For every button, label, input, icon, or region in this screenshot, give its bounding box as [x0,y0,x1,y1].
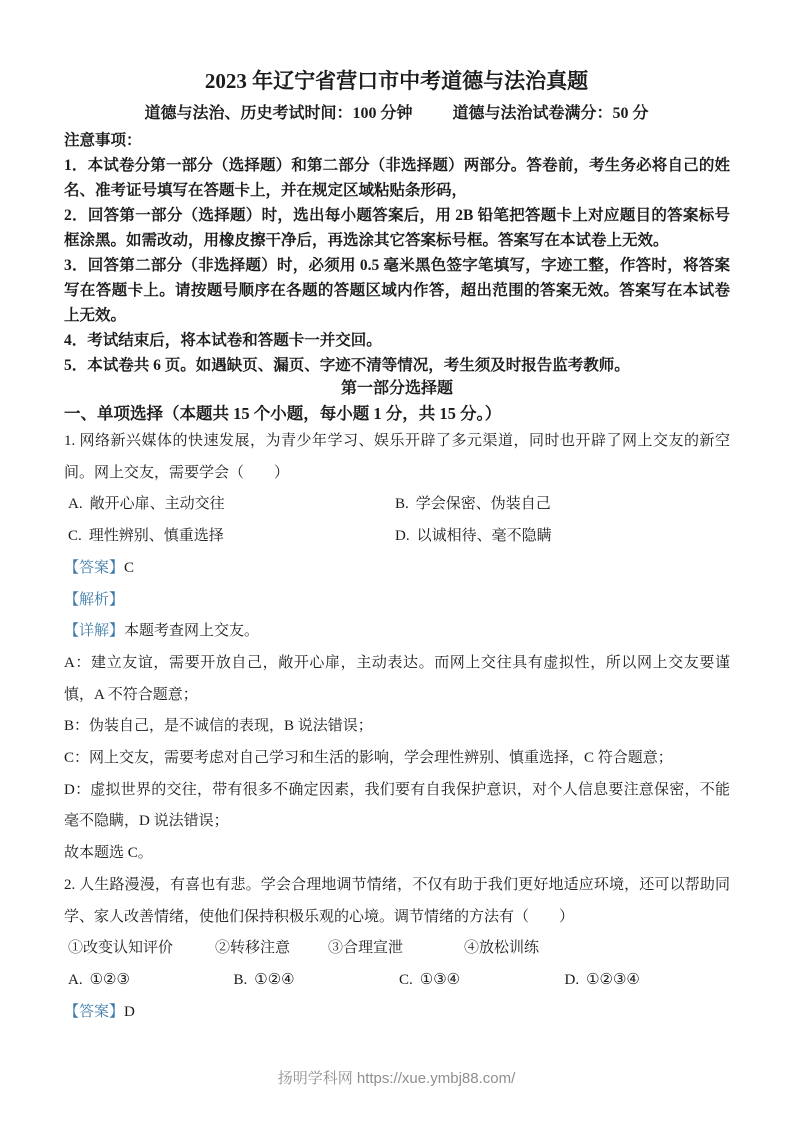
question-1-conclusion: 故本题选 C。 [64,845,153,862]
option-text: ①③④ [419,971,461,988]
question-2-option-c [399,965,565,997]
option-label: A. [68,971,83,988]
option-label: C. [68,528,82,545]
option-label: C. [399,971,413,988]
question-2-options-row [64,965,730,997]
questions-area [64,426,730,1028]
option-label: D. [564,971,580,988]
option-text: 理性辨别、慎重选择 [88,528,224,545]
page-title: 2023 年辽宁省营口市中考道德与法治真题 [204,69,589,93]
exam-info-line [0,103,793,124]
answer-label: 【答案】 [64,559,125,576]
explanation-line-a: A：建立友谊，需要开放自己，敞开心扉，主动表达。而网上交往具有虚拟性，所以网上交友要谨慎，A 不符合题意； [64,654,730,703]
option-text: 学会保密、伪装自己 [415,496,551,513]
answer-value: D [124,1003,135,1020]
question-2-answer-line [64,997,730,1029]
part1-heading: 第一部分选择题 [340,380,453,397]
option-text: ①②④ [254,971,295,988]
question-1-analysis-line [64,585,730,617]
question-2-option-a [68,965,234,997]
answer-value: C [124,559,135,576]
explanation-line-b: B：伪装自己，是不诚信的表现，B 说法错误； [64,718,373,735]
footer-site-text: 扬明学科网 https://xue.ymbj88.com/ [277,1070,516,1087]
analysis-label: 【解析】 [64,591,125,608]
option-label: B. [395,496,409,513]
notice-item-1: 1．本试卷分第一部分（选择题）和第二部分（非选择题）两部分。答卷前，考生务必将自己的姓名、准考证号填写在答题卡上，并在规定区域粘贴条形码， [64,157,730,199]
notice-item-2: 2．回答第一部分（选择题）时，选出每小题答案后，用 2B 铅笔把答题卡上对应题目的答案标号框涂黑。如需改动，用橡皮擦干净后，再选涂其它答案标号框。答案写在本试卷上无效。 [64,207,730,249]
explanation-line-c: C：网上交友，需要考虑对自己学习和生活的影响，学会理性辨别、慎重选择，C 符合题意； [64,750,673,767]
detail-text: 本题考查网上交友。 [124,623,260,640]
question-1-options-row-2 [64,521,730,553]
detail-label: 【详解】 [64,623,125,640]
section1-heading: 一、单项选择（本题共 15 个小题，每小题 1 分，共 15 分。） [64,404,502,423]
question-2-numbered-items [64,933,730,965]
option-text: ①②③ [89,971,130,988]
exam-score-text: 道德与法治试卷满分：50 分 [452,105,649,122]
option-text: ①②③④ [586,971,640,988]
question-2-option-d [565,965,731,997]
question-1-option-d [395,521,722,553]
question-1-answer-line [64,553,730,585]
explanation-line-d: D：虚拟世界的交往，带有很多不确定因素，我们要有自我保护意识，对个人信息要注意保密，不能毫不隐瞒，D 说法错误； [64,781,730,830]
exam-time-text: 道德与法治、历史考试时间：100 分钟 [144,105,413,122]
answer-label: 【答案】 [64,1003,125,1020]
notice-heading: 注意事项： [64,132,142,149]
numbered-item-2: ②转移注意 [215,940,291,957]
question-1-detail-line [64,616,730,648]
option-label: D. [395,528,410,545]
option-text: 敞开心扉、主动交往 [89,496,225,513]
numbered-item-3: ③合理宣泄 [328,940,404,957]
option-label: B. [233,971,248,988]
question-2-option-b [234,965,400,997]
notice-item-4: 4．考试结束后，将本试卷和答题卡一并交回。 [64,332,382,349]
question-1-stem: 1. 网络新兴媒体的快速发展，为青少年学习、娱乐开辟了多元渠道，同时也开辟了网上交友的新空间。网上交友，需要学会（ ） [64,433,730,481]
option-text: 以诚相待、毫不隐瞒 [416,528,552,545]
question-1-options-row-1 [64,489,730,521]
question-1-option-b [395,489,722,521]
question-2-stem: 2. 人生路漫漫，有喜也有悲。学会合理地调节情绪，不仅有助于我们更好地适应环境，还可以帮助同学、家人改善情绪，使他们保持积极乐观的心境。调节情绪的方法有（ ） [64,876,730,925]
notice-section [64,128,730,378]
footer-watermark [0,1068,793,1090]
notice-item-5: 5．本试卷共 6 页。如遇缺页、漏页、字迹不清等情况，考生须及时报告监考教师。 [64,357,630,374]
question-1-option-a [68,489,395,521]
notice-item-3: 3．回答第二部分（非选择题）时，必须用 0.5 毫米黑色签字笔填写，字迹工整，作答时，将答案写在答题卡上。请按题号顺序在各题的答题区域内作答，超出范围的答案无效。答案写在本试卷上无效。 [64,257,730,324]
numbered-item-4: ④放松训练 [464,940,540,957]
option-label: A. [68,496,83,513]
numbered-item-1: ①改变认知评价 [68,940,174,957]
question-1-option-c [68,521,395,553]
